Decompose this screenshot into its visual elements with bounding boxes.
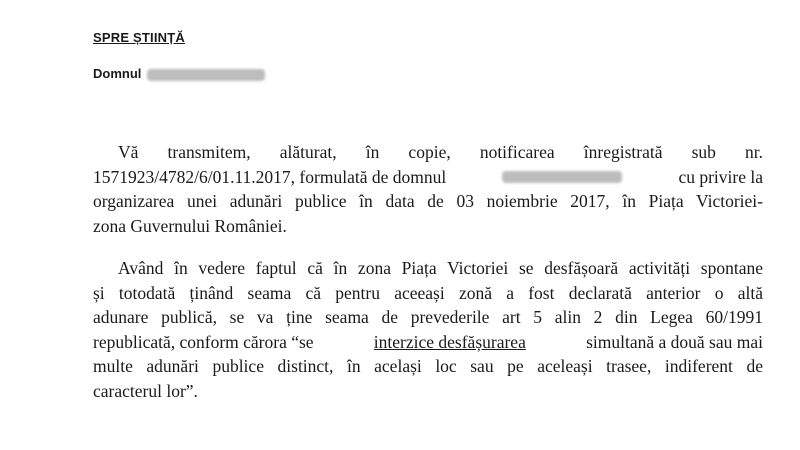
paragraph-line: și totodată ținând seama că pentru aceeași zonă a fost declarată anterior o altă: [93, 282, 763, 303]
paragraph-line: Vă transmitem, alăturat, în copie, notificarea înregistrată sub nr.: [118, 142, 763, 162]
paragraph-line: adunare publică, se va ține seama de prevederile art 5 alin 2 din Legea 60/1991: [93, 307, 763, 327]
paragraph-line: Având în vedere faptul că în zona Piața Victoriei se desfășoară activități spontane: [118, 258, 763, 278]
paragraph-line: multe adunări publice distinct, în același loc sau pe aceleași trasee, indiferent de: [93, 356, 763, 376]
paragraph-legal-basis: [93, 256, 763, 403]
addressee-label: Domnul: [93, 66, 142, 81]
redacted-name: [502, 171, 622, 183]
paragraph-line: organizarea unei adunări publice în data de 03 noiembrie 2017, în Piața Victoriei-: [93, 191, 763, 211]
paragraph-line: [93, 165, 763, 190]
line-text: cu privire la: [678, 166, 763, 187]
underlined-text: interzice desfășurarea: [373, 331, 526, 352]
paragraph-notification: [93, 140, 763, 238]
line-text: simultană a două sau mai: [586, 331, 763, 352]
line-text: 1571923/4782/6/01.11.2017, formulată de domnul: [93, 166, 447, 187]
line-text: republicată, conform cărora “se: [93, 331, 314, 352]
document-heading: SPRE ȘTIINȚĂ: [93, 30, 185, 45]
redacted-name: [147, 69, 265, 81]
paragraph-line: [93, 330, 763, 355]
addressee-line: [93, 66, 265, 81]
paragraph-line: caracterul lor”.: [93, 380, 198, 401]
paragraph-line: zona Guvernului României.: [93, 215, 287, 236]
